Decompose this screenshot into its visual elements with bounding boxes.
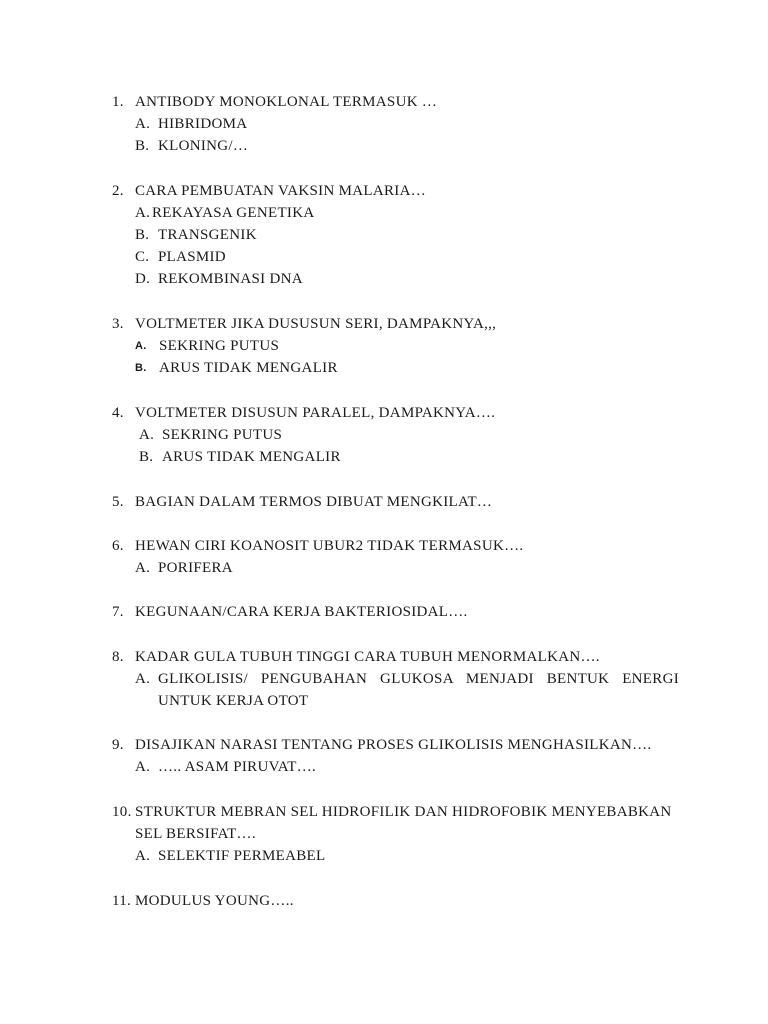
option-letter: A. bbox=[139, 427, 155, 443]
question-number: 1. bbox=[112, 94, 124, 110]
question-number: 4. bbox=[112, 405, 124, 421]
question-number: 3. bbox=[112, 316, 124, 332]
option-letter: A. bbox=[135, 116, 151, 132]
option-letter: B. bbox=[135, 138, 150, 154]
question-text: HEWAN CIRI KOANOSIT UBUR2 TIDAK TERMASUK…. bbox=[135, 538, 524, 554]
option-letter: B. bbox=[139, 449, 154, 465]
option-letter: A. bbox=[135, 340, 147, 352]
option-b bbox=[112, 135, 680, 157]
question-text: VOLTMETER JIKA DUSUSUN SERI, DAMPAKNYA,,, bbox=[135, 316, 497, 332]
option-letter: D. bbox=[135, 271, 151, 287]
option-letter: A. bbox=[135, 560, 151, 576]
question-1 bbox=[112, 91, 680, 157]
option-text: SEKRING PUTUS bbox=[162, 427, 283, 443]
option-text: SEKRING PUTUS bbox=[159, 338, 280, 354]
option-text: SELEKTIF PERMEABEL bbox=[158, 848, 326, 864]
question-text: MODULUS YOUNG….. bbox=[135, 893, 294, 909]
option-letter: B. bbox=[135, 362, 147, 374]
question-number: 7. bbox=[112, 604, 124, 620]
question-text: KEGUNAAN/CARA KERJA BAKTERIOSIDAL…. bbox=[135, 604, 468, 620]
option-text: PLASMID bbox=[158, 249, 226, 265]
question-5 bbox=[112, 491, 680, 513]
option-letter: C. bbox=[135, 249, 150, 265]
option-b bbox=[112, 357, 680, 379]
option-b bbox=[112, 224, 680, 246]
question-number: 8. bbox=[112, 649, 124, 665]
option-text: ….. ASAM PIRUVAT…. bbox=[158, 759, 317, 775]
question-10 bbox=[112, 801, 680, 867]
question-text: KADAR GULA TUBUH TINGGI CARA TUBUH MENORMALKAN…. bbox=[135, 649, 600, 665]
option-a bbox=[112, 202, 680, 224]
question-number: 6. bbox=[112, 538, 124, 554]
option-text: ARUS TIDAK MENGALIR bbox=[162, 449, 341, 465]
option-text: REKAYASA GENETIKA bbox=[152, 205, 315, 221]
question-number: 5. bbox=[112, 494, 124, 510]
option-a bbox=[112, 756, 680, 778]
question-text: STRUKTUR MEBRAN SEL HIDROFILIK DAN HIDROFOBIK MENYEBABKAN SEL BERSIFAT…. bbox=[135, 804, 672, 842]
option-a bbox=[112, 113, 680, 135]
question-text: DISAJIKAN NARASI TENTANG PROSES GLIKOLISIS MENGHASILKAN…. bbox=[135, 737, 652, 753]
question-9 bbox=[112, 734, 680, 778]
option-letter: A. bbox=[135, 671, 151, 687]
option-letter: A. bbox=[135, 759, 151, 775]
option-letter: A. bbox=[135, 205, 151, 221]
option-letter: A. bbox=[135, 848, 151, 864]
question-number: 11. bbox=[112, 893, 132, 909]
option-text: PORIFERA bbox=[158, 560, 233, 576]
question-3 bbox=[112, 313, 680, 379]
option-a bbox=[112, 557, 680, 579]
question-2 bbox=[112, 180, 680, 290]
question-number: 9. bbox=[112, 737, 124, 753]
option-c bbox=[112, 246, 680, 268]
question-8 bbox=[112, 646, 680, 712]
option-a bbox=[112, 335, 680, 357]
option-text: GLIKOLISIS/ PENGUBAHAN GLUKOSA MENJADI BENTUK ENERGI UNTUK KERJA OTOT bbox=[158, 671, 679, 709]
option-b bbox=[112, 446, 680, 468]
option-letter: B. bbox=[135, 227, 150, 243]
option-a bbox=[112, 845, 680, 867]
question-text: VOLTMETER DISUSUN PARALEL, DAMPAKNYA…. bbox=[135, 405, 496, 421]
question-text: ANTIBODY MONOKLONAL TERMASUK … bbox=[135, 94, 438, 110]
option-text: TRANSGENIK bbox=[158, 227, 257, 243]
question-4 bbox=[112, 402, 680, 468]
option-text: HIBRIDOMA bbox=[158, 116, 248, 132]
question-text: BAGIAN DALAM TERMOS DIBUAT MENGKILAT… bbox=[135, 494, 493, 510]
question-6 bbox=[112, 535, 680, 579]
option-text: REKOMBINASI DNA bbox=[158, 271, 303, 287]
question-number: 10. bbox=[112, 804, 132, 820]
question-number: 2. bbox=[112, 183, 124, 199]
option-a bbox=[112, 668, 680, 712]
option-a bbox=[112, 424, 680, 446]
question-11 bbox=[112, 890, 680, 912]
question-text: CARA PEMBUATAN VAKSIN MALARIA… bbox=[135, 183, 427, 199]
option-text: ARUS TIDAK MENGALIR bbox=[159, 360, 338, 376]
question-7 bbox=[112, 601, 680, 623]
option-text: KLONING/… bbox=[158, 138, 249, 154]
option-d bbox=[112, 268, 680, 290]
